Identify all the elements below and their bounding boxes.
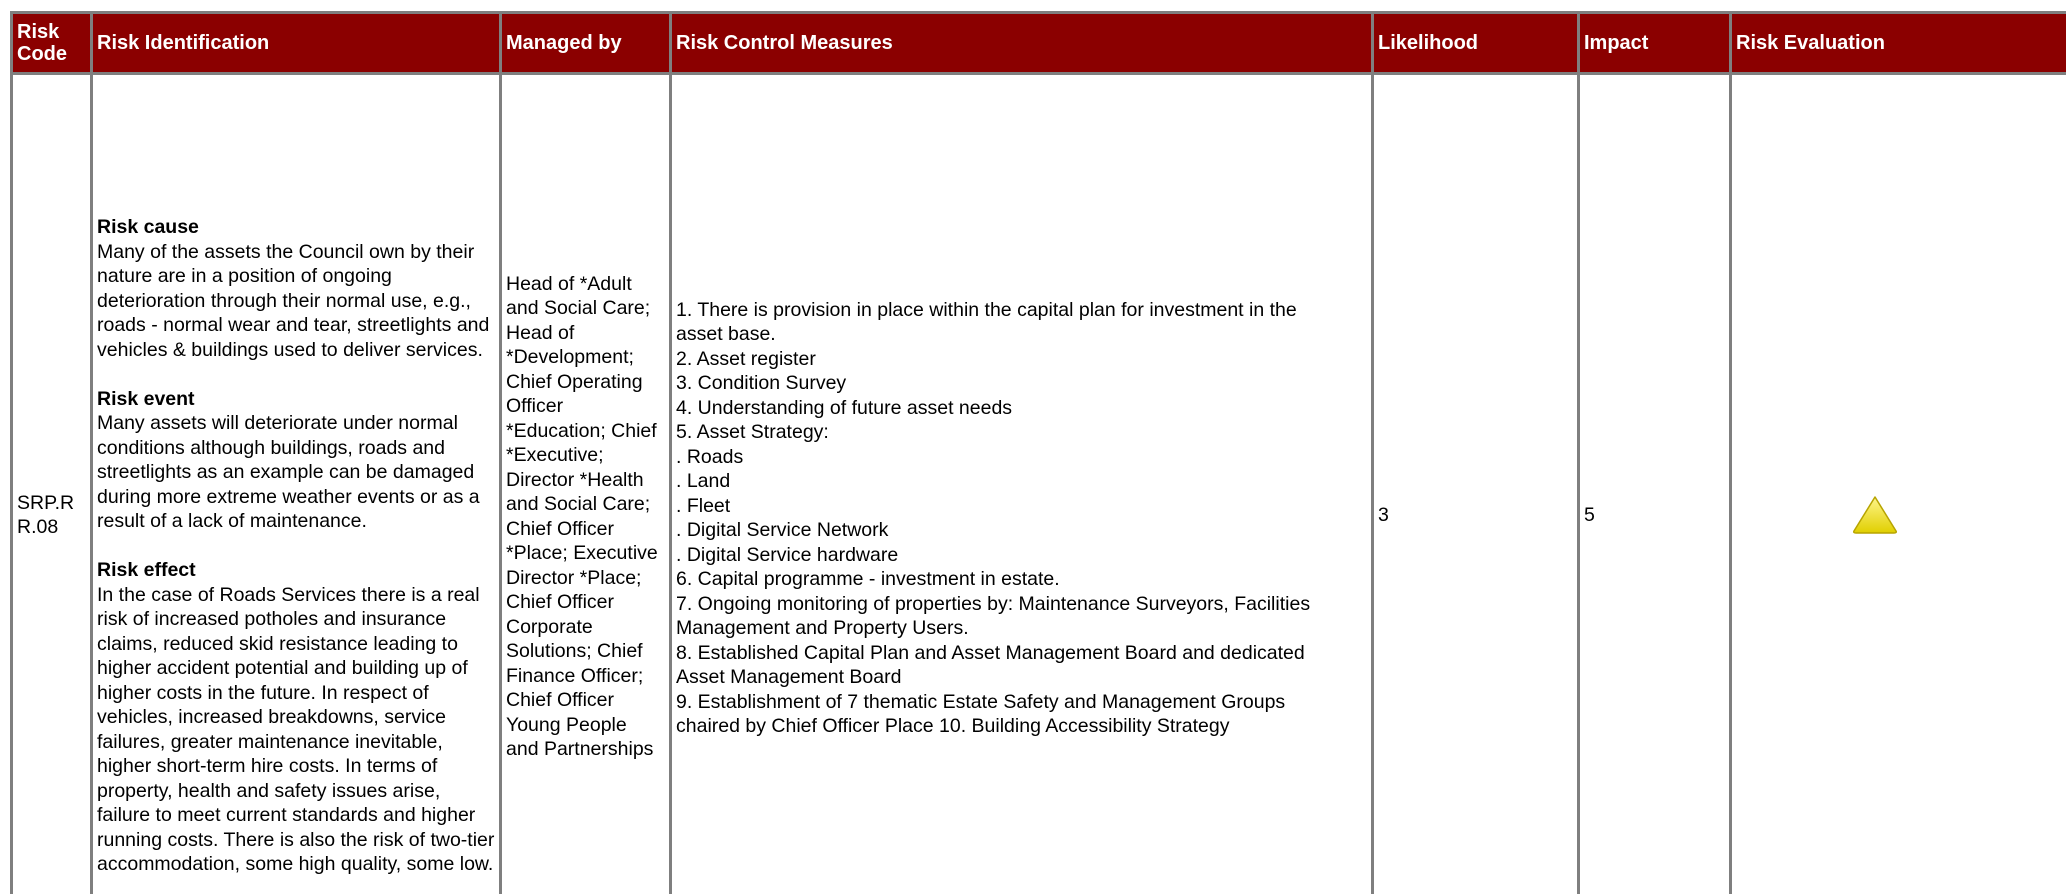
control-measure-line: 2. Asset register bbox=[676, 347, 816, 370]
risk-cause-title: Risk cause bbox=[97, 216, 199, 238]
risk-evaluation-cell bbox=[1731, 74, 2066, 894]
managed-by-line: *Development; bbox=[506, 346, 634, 368]
managed-by-line: Chief Operating bbox=[506, 370, 643, 393]
header-likelihood: Likelihood bbox=[1373, 13, 1579, 74]
header-impact: Impact bbox=[1579, 13, 1731, 74]
risk-effect-title: Risk effect bbox=[97, 559, 196, 581]
managed-by-line: Corporate bbox=[506, 615, 593, 638]
managed-by-line: Solutions; Chief bbox=[506, 640, 643, 662]
control-measure-line: 1. There is provision in place within the capital plan for investment in the bbox=[676, 298, 1297, 321]
risk-code-cell bbox=[12, 74, 92, 894]
managed-by-line: Director *Health bbox=[506, 468, 644, 491]
risk-event-title: Risk event bbox=[97, 387, 195, 410]
header-risk-identification: Risk Identification bbox=[92, 13, 501, 74]
control-measure-line: . Roads bbox=[676, 445, 744, 468]
managed-by-line: and Social Care; bbox=[506, 493, 651, 515]
control-measure-line: 7. Ongoing monitoring of properties by: Maintenance Surveyors, Facilities bbox=[676, 592, 1311, 615]
control-measure-line: Management and Property Users. bbox=[676, 617, 969, 639]
control-measure-line: 8. Established Capital Plan and Asset Management Board and dedicated bbox=[676, 641, 1305, 664]
header-risk-evaluation: Risk Evaluation bbox=[1731, 13, 2066, 74]
managed-by-line: Chief Officer bbox=[506, 689, 615, 711]
managed-by-line: Young People bbox=[506, 713, 627, 736]
risk-identification-cell bbox=[92, 74, 501, 894]
header-risk-code-line-1: Risk bbox=[17, 21, 60, 43]
managed-by-line: Head of bbox=[506, 321, 575, 344]
managed-by-line: Head of *Adult bbox=[506, 272, 632, 295]
risk-effect-text: In the case of Roads Services there is a real risk of increased potholes and insurance claims, reduced skid resistance leading to higher accident potential and building up of higher costs in the future. In respect of vehicles, increased breakdowns, service failures, greater maintenance inevitable, higher short-term hire costs. In terms of property, health and safety issues arise, failure to meet current standards and higher running costs. There is also the risk of two-tier accommodation, some high quality, some low. bbox=[97, 583, 495, 875]
control-measure-line: 9. Establishment of 7 thematic Estate Safety and Management Groups bbox=[676, 690, 1286, 713]
risk-code-line: SRP.R bbox=[17, 491, 75, 514]
risk-cause-text: Many of the assets the Council own by their nature are in a position of ongoing deterioration through their normal use, e.g., roads - normal wear and tear, streetlights and vehicles & buildings used to deliver services. bbox=[97, 240, 490, 361]
control-measure-line: 3. Condition Survey bbox=[676, 372, 847, 394]
managed-by-line: Finance Officer; bbox=[506, 664, 644, 687]
managed-by-line: *Education; Chief bbox=[506, 419, 657, 442]
control-measure-line: chaired by Chief Officer Place 10. Building Accessibility Strategy bbox=[676, 715, 1230, 737]
control-measure-line: . Digital Service Network bbox=[676, 519, 889, 541]
control-measure-line: 5. Asset Strategy: bbox=[676, 421, 829, 443]
risk-register-table bbox=[10, 11, 2066, 894]
control-measure-line: Asset Management Board bbox=[676, 666, 902, 688]
control-measure-line: 4. Understanding of future asset needs bbox=[676, 396, 1013, 419]
managed-by-line: *Place; Executive bbox=[506, 542, 658, 564]
table-header-row bbox=[12, 13, 2066, 74]
header-risk-code-line-2: Code bbox=[17, 43, 67, 65]
managed-by-line: Chief Officer bbox=[506, 591, 615, 613]
header-risk-control-measures: Risk Control Measures bbox=[671, 13, 1373, 74]
control-measure-line: 6. Capital programme - investment in estate. bbox=[676, 568, 1060, 590]
managed-by-line: *Executive; bbox=[506, 444, 604, 466]
risk-code-line: R.08 bbox=[17, 516, 59, 538]
risk-event-text: Many assets will deteriorate under normal conditions although buildings, roads and streetlights as an example can be damaged during more extreme weather events or as a result of a lack of maintenance. bbox=[97, 412, 480, 532]
managed-by-line: and Partnerships bbox=[506, 738, 654, 760]
managed-by-cell bbox=[501, 74, 671, 894]
likelihood-cell: 3 bbox=[1373, 74, 1579, 894]
header-managed-by: Managed by bbox=[501, 13, 671, 74]
header-risk-code bbox=[12, 13, 92, 74]
managed-by-line: Chief Officer bbox=[506, 517, 615, 540]
control-measure-line: . Digital Service hardware bbox=[676, 543, 899, 566]
risk-control-measures-cell bbox=[671, 74, 1373, 894]
control-measure-line: asset base. bbox=[676, 323, 776, 345]
impact-cell: 5 bbox=[1579, 74, 1731, 894]
warning-triangle-icon bbox=[1852, 494, 1898, 534]
managed-by-line: Director *Place; bbox=[506, 566, 642, 589]
managed-by-line: Officer bbox=[506, 395, 564, 417]
table-row bbox=[12, 74, 2066, 894]
managed-by-line: and Social Care; bbox=[506, 297, 651, 319]
control-measure-line: . Land bbox=[676, 470, 731, 492]
control-measure-line: . Fleet bbox=[676, 494, 731, 517]
